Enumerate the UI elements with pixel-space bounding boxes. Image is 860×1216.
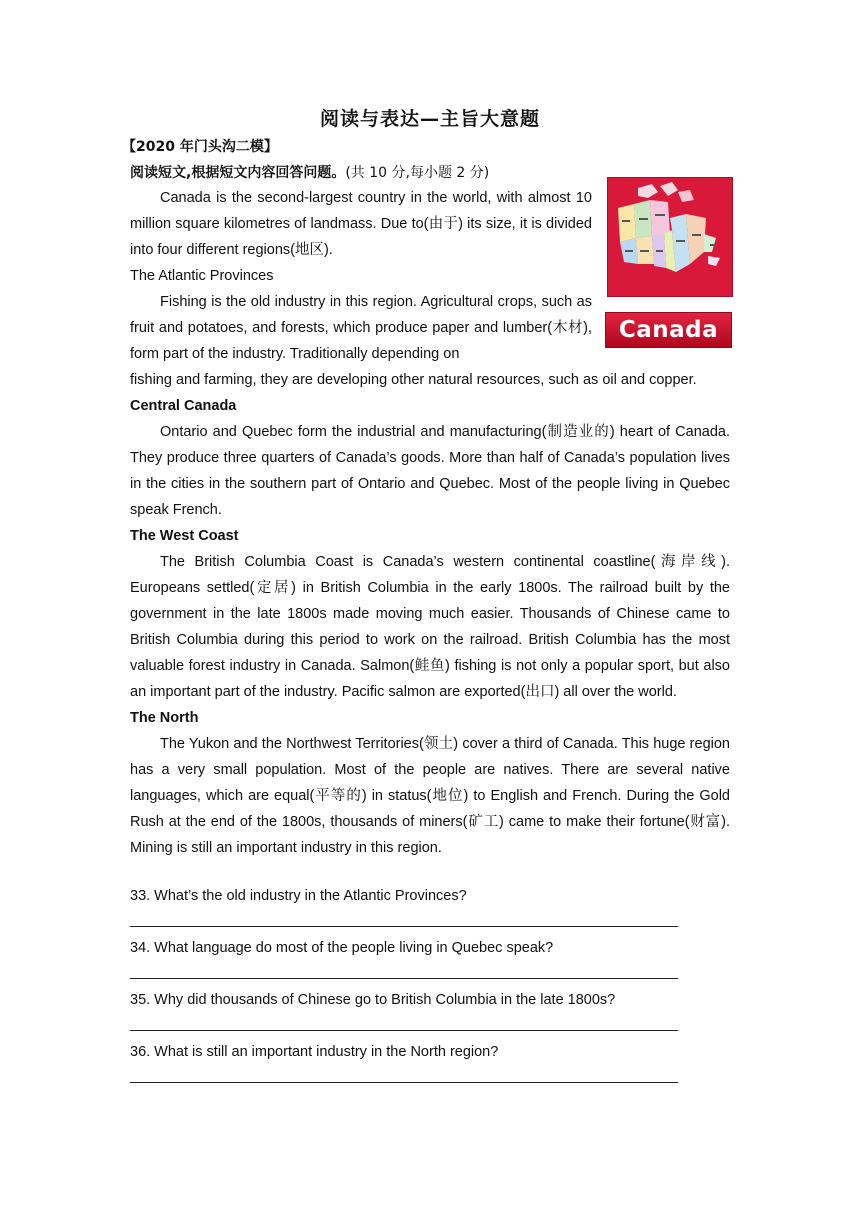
passage-main-column [130,367,730,861]
atlantic-paragraph: Fishing is the old industry in this region. Agricultural crops, such as fruit and potatoes, and forests, which produce paper and lumber(木材), form part of the industry. Traditionally depending on [130,294,592,362]
west-paragraph: The British Columbia Coast is Canada’s western continental coastline(海岸线). Europeans settled(定居) in British Columbia in the early 1800s. The railroad built by the government in the late 1800s made moving much easier. Thousands of Chinese came to British Columbia during this period to work on the railroad. British Columbia has the most valuable forest industry in Canada. Salmon(鲑鱼) fishing is not only a popular sport, but also an important part of the industry. Pacific salmon are exported(出口) all over the world. [130,554,730,700]
west-heading: The West Coast [130,528,239,544]
page-title: 阅读与表达—主旨大意题 [319,108,540,130]
question-item [130,940,730,992]
instruction [130,162,489,182]
answer-line[interactable] [130,926,678,927]
exam-source: 【2020 年门头沟二模】 [122,139,278,155]
question-text: 34. What language do most of the people living in Quebec speak? [130,940,554,956]
instruction-note: (共 10 分,每小题 2 分) [345,165,490,181]
answer-line[interactable] [130,1030,678,1031]
answer-line[interactable] [130,978,678,979]
document-page [122,0,730,1216]
atlantic-heading: The Atlantic Provinces [130,268,274,284]
north-paragraph: The Yukon and the Northwest Territories(领土) cover a third of Canada. This huge region has a very small population. Most of the people are natives. There are several native languages, which are equal(平等的) in status(地位) to English and French. During the Gold Rush at the end of the 1800s, thousands of miners(矿工) came to make their fortune(财富). Mining is still an important industry in this region. [130,736,730,856]
instruction-main: 阅读短文,根据短文内容回答问题。 [130,165,346,181]
central-heading: Central Canada [130,398,237,414]
questions-section [130,888,730,1096]
answer-line[interactable] [130,1082,678,1083]
question-item [130,992,730,1044]
canada-banner: Canada [605,312,732,348]
central-paragraph: Ontario and Quebec form the industrial and manufacturing(制造业的) heart of Canada. They produce three quarters of Canada’s goods. More than half of Canada’s population lives in the cities in the southern part of Ontario and Quebec. Most of the people living in Quebec speak French. [130,424,730,518]
north-heading: The North [130,710,199,726]
intro-paragraph: Canada is the second-largest country in the world, with almost 10 million square kilometres of landmass. Due to(由于) its size, it is divided into four different regions(地区). [130,190,592,258]
passage-intro-column [130,185,592,367]
atlantic-paragraph-continued: fishing and farming, they are developing other natural resources, such as oil and copper. [130,372,697,388]
question-text: 36. What is still an important industry in the North region? [130,1044,499,1060]
canada-map-icon [608,178,732,296]
question-item [130,888,730,940]
canada-map-image [607,177,733,297]
question-text: 35. Why did thousands of Chinese go to British Columbia in the late 1800s? [130,992,616,1008]
question-text: 33. What’s the old industry in the Atlantic Provinces? [130,888,467,904]
question-item [130,1044,730,1096]
